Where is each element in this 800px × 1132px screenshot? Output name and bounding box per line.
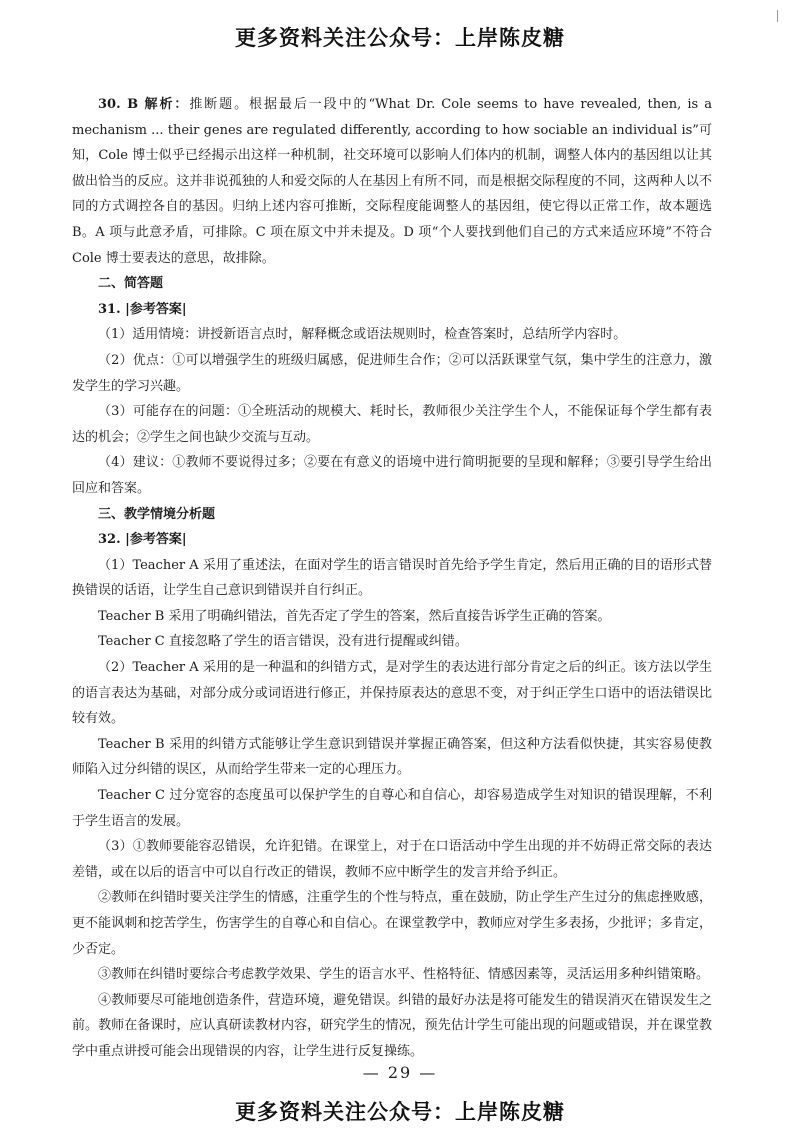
q32-p3: Teacher C 直接忽略了学生的语言错误，没有进行提醒或纠错。 bbox=[98, 634, 468, 650]
q32-p8: ②教师在纠错时要关注学生的情感，注重学生的个性与特点，重在鼓励，防止学生产生过分的焦虑挫败感，更不能讽刺和挖苦学生，伤害学生的自尊心和自信心。在课堂教学中，教师应对学生多表扬，少批评；多肯定，少否定。 bbox=[72, 890, 712, 957]
q32-label: 32. |参考答案| bbox=[98, 532, 187, 548]
footer-banner: 更多资料关注公众号：上岸陈皮糖 bbox=[235, 1100, 565, 1124]
q31-p1: （1）适用情境：讲授新语言点时，解释概念或语法规则时，检查答案时，总结所学内容时。 bbox=[98, 327, 627, 343]
q32-p9: ③教师在纠错时要综合考虑教学效果、学生的语言水平、性格特征、情感因素等，灵活运用多种纠错策略。 bbox=[98, 967, 710, 983]
page-content bbox=[72, 92, 712, 1065]
q30-paragraph bbox=[72, 92, 712, 271]
section3-title: 三、教学情境分析题 bbox=[98, 506, 216, 522]
page-number: — 29 — bbox=[362, 1063, 438, 1082]
q32-p7: （3）①教师要能容忍错误，允许犯错。在课堂上，对于在口语活动中学生出现的并不妨碍正常交际的表达差错，或在以后的语言中可以自行改正的错误，教师不应中断学生的发言并给予纠正。 bbox=[72, 839, 712, 880]
q31-p4: （4）建议：①教师不要说得过多；②要在有意义的语境中进行简明扼要的呈现和解释；③要引导学生给出回应和答案。 bbox=[72, 455, 712, 496]
q32-p6: Teacher C 过分宽容的态度虽可以保护学生的自尊心和自信心，却容易造成学生对知识的错误理解，不利于学生语言的发展。 bbox=[72, 788, 712, 829]
q31-p2: （2）优点：①可以增强学生的班级归属感，促进师生合作；②可以活跃课堂气氛，集中学生的注意力，激发学生的学习兴趣。 bbox=[72, 352, 712, 394]
q32-p2: Teacher B 采用了明确纠错法，首先否定了学生的答案，然后直接告诉学生正确的答案。 bbox=[98, 608, 611, 624]
q30-text: 推断题。根据最后一段中的“What Dr. Cole seems to have revealed, then, is a mechanism ... their genes are regulated differently, according to how sociable an individual is”可知，Cole 博士似乎已经揭示出这样一种机制，社交环境可以影响人们体内的机制，调整人体内的基因组以让其做出恰当的反应。这并非说孤独的人和爱交际的人在基因上有所不同，而是根据交际程度的不同，这两种人以不同的方式调控各自的基因。归纳上述内容可推断，交际程度能调整人的基因组，使它得以正常工作，故本题选 B。A 项与此意矛盾，可排除。C 项在原文中并未提及。D 项“个人要找到他们自己的方式来适应环境”不符合 Cole 博士要表达的意思，故排除。 bbox=[72, 97, 712, 266]
q31-p3: （3）可能存在的问题：①全班活动的规模大、耗时长，教师很少关注学生个人，不能保证每个学生都有表达的机会；②学生之间也缺少交流与互动。 bbox=[72, 404, 712, 445]
q30-lead: 30. B 解析： bbox=[98, 97, 190, 112]
q32-p4: （2）Teacher A 采用的是一种温和的纠错方式，是对学生的表达进行部分肯定之后的纠正。该方法以学生的语言表达为基础，对部分成分或词语进行修正，并保持原表达的意思不变，对于纠正学生口语中的语法错误比较有效。 bbox=[72, 660, 712, 727]
scan-edge-mark bbox=[777, 10, 786, 22]
section2-title: 二、简答题 bbox=[98, 276, 164, 292]
q32-p1: （1）Teacher A 采用了重述法，在面对学生的语言错误时首先给予学生肯定，然后用正确的目的语形式替换错误的话语，让学生自己意识到错误并自行纠正。 bbox=[72, 557, 712, 599]
q32-p10: ④教师要尽可能地创造条件，营造环境，避免错误。纠错的最好办法是将可能发生的错误消灭在错误发生之前。教师在备课时，应认真研读教材内容，研究学生的情况，预先估计学生可能出现的问题或错误，并在课堂教学中重点讲授可能会出现错误的内容，让学生进行反复操练。 bbox=[72, 992, 712, 1059]
q31-label: 31. |参考答案| bbox=[98, 301, 187, 317]
header-banner: 更多资料关注公众号：上岸陈皮糖 bbox=[235, 26, 565, 50]
q32-p5: Teacher B 采用的纠错方式能够让学生意识到错误并掌握正确答案，但这种方法看似快捷，其实容易使教师陷入过分纠错的误区，从而给学生带来一定的心理压力。 bbox=[72, 736, 712, 778]
